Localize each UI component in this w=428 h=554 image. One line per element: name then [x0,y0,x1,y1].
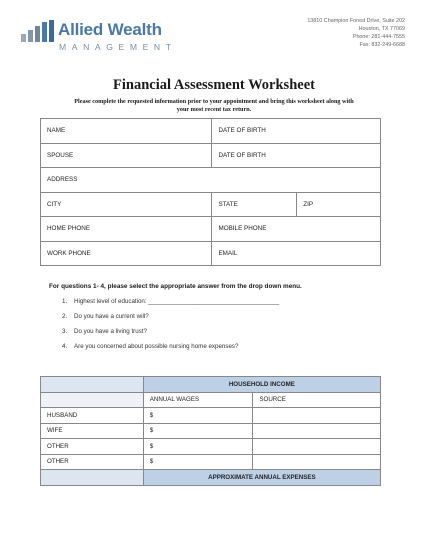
address-line: Houston, TX 77069 [358,26,405,32]
wages-cell[interactable]: $ [143,423,253,439]
instruction-line: Please complete the requested information prior to your appointment and bring this worksheet along with [74,98,354,105]
source-cell[interactable] [253,454,381,470]
email-field[interactable]: EMAIL [212,241,381,266]
question-number: 4. [62,343,68,350]
question-text: Do you have a living trust? [74,328,147,335]
blank-cell [41,377,144,393]
question-text: Do you have a current will? [74,313,149,320]
source-cell[interactable] [253,423,381,439]
dob-field[interactable]: DATE OF BIRTH [212,119,381,144]
wages-cell[interactable]: $ [143,439,253,455]
instructions [40,98,388,114]
source-cell[interactable] [253,408,381,424]
bar-chart-logo-icon [21,20,55,42]
question-2[interactable] [62,313,149,320]
income-title: HOUSEHOLD INCOME [143,377,380,393]
name-field[interactable]: NAME [41,119,212,144]
blank-cell [41,470,144,486]
logo-subtitle: MANAGEMENT [59,42,177,52]
address-field[interactable]: ADDRESS [41,168,381,193]
address-line: 13810 Champion Forest Drive, Suite 202 [307,18,405,24]
spouse-field[interactable]: SPOUSE [41,143,212,168]
wages-header: ANNUAL WAGES [143,392,253,408]
mobile-phone-field[interactable]: MOBILE PHONE [212,217,381,242]
row-label: OTHER [41,454,144,470]
row-label: OTHER [41,439,144,455]
question-4[interactable] [62,343,238,350]
state-field[interactable]: STATE [212,192,297,217]
spouse-dob-field[interactable]: DATE OF BIRTH [212,143,381,168]
household-income-table [40,376,381,486]
expenses-title: APPROXIMATE ANNUAL EXPENSES [143,470,380,486]
questions-heading: For questions 1- 4, please select the appropriate answer from the drop down menu. [49,283,302,290]
personal-info-table [40,118,381,266]
question-number: 3. [62,328,68,335]
home-phone-field[interactable]: HOME PHONE [41,217,212,242]
blank-cell [41,392,144,408]
question-text: Highest level of education: ______________________________________ [74,298,280,305]
wages-cell[interactable]: $ [143,408,253,424]
phone-line: Phone: 281-444-7555 [352,34,405,40]
question-text: Are you concerned about possible nursing home expenses? [74,343,239,350]
row-label: WIFE [41,423,144,439]
fax-line: Fax: 832-249-6688 [359,42,405,48]
company-address [307,17,405,49]
work-phone-field[interactable]: WORK PHONE [41,241,212,266]
city-field[interactable]: CITY [41,192,212,217]
instruction-line: your most recent tax return. [176,106,252,113]
source-cell[interactable] [253,439,381,455]
zip-field[interactable]: ZIP [297,192,381,217]
wages-cell[interactable]: $ [143,454,253,470]
logo-name: Allied Wealth [58,20,162,39]
source-header: SOURCE [253,392,381,408]
question-3[interactable] [62,328,147,335]
page-title: Financial Assessment Worksheet [113,77,315,93]
company-logo [21,14,181,54]
row-label: HUSBAND [41,408,144,424]
question-1[interactable] [62,298,279,305]
question-number: 1. [62,298,68,305]
question-number: 2. [62,313,68,320]
